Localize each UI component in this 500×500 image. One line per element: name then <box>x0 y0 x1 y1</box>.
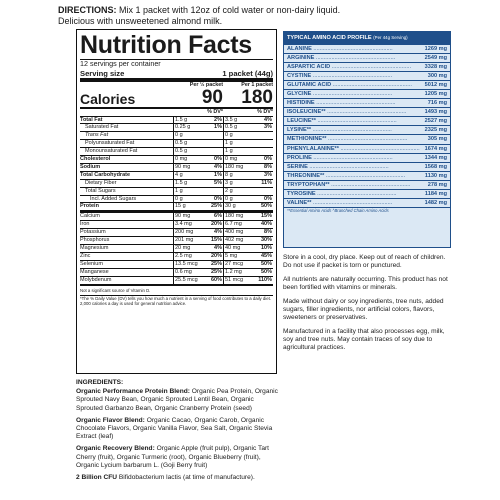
nutrient-label: Incl. Added Sugars <box>90 195 137 202</box>
nutrient-amount-half: 1 g <box>173 188 199 195</box>
nutrition-footnotes <box>80 288 273 307</box>
nutrient-amount-half: 90 mg <box>173 164 199 171</box>
nutrient-amount-half: 4 g <box>173 172 199 179</box>
amino-acid-label: LYSINE** ..... <box>287 126 392 134</box>
nutrient-dv-half: 60% <box>210 276 222 283</box>
blend-name: Organic Recovery Blend: <box>76 445 155 453</box>
amino-acid-row <box>284 144 450 153</box>
nutrient-row <box>80 268 273 276</box>
nutrient-label: Total Fat <box>80 116 103 123</box>
nutrient-label: Total Carbohydrate <box>80 171 131 178</box>
nutrient-dv-full: 50% <box>260 203 272 210</box>
calories-row <box>80 88 273 107</box>
nutrient-dv-half: 2% <box>214 116 222 123</box>
amino-acid-value: 305 mg <box>427 136 447 143</box>
nutrient-row <box>80 131 273 139</box>
blend-name: Organic Performance Protein Blend: <box>76 388 190 396</box>
nutrition-facts-title: Nutrition Facts <box>80 31 252 59</box>
nutrient-label: Selenium <box>80 260 103 267</box>
nutrient-row <box>80 147 273 155</box>
nutrient-label: Cholesterol <box>80 156 111 163</box>
amino-acid-row <box>284 198 450 207</box>
nutrient-label: Monounsaturated Fat <box>85 148 138 155</box>
amino-acid-value: 1674 mg <box>424 145 447 152</box>
ingredient-blend <box>76 445 281 470</box>
nutrient-amount-full: 180 mg <box>223 164 249 171</box>
nutrient-amount-half: 0.6 mg <box>173 269 199 276</box>
made-without-note: Made without dairy or soy ingredients, tree nuts, added sugars, filler ingredients, nor artificial colors, flavors, sweeteners or preservatives. <box>283 298 444 321</box>
nutrient-row <box>80 171 273 179</box>
nutrient-dv-full <box>249 132 273 139</box>
amino-acid-profile <box>283 31 451 248</box>
nutrient-dv-half: 0% <box>214 195 222 202</box>
nutrient-dv-half: 20% <box>210 252 222 259</box>
nutrient-amount-full: 5 mg <box>223 253 249 260</box>
amino-acid-row <box>284 89 450 98</box>
nutrient-row <box>80 155 273 163</box>
amino-acid-row <box>284 189 450 198</box>
nutrient-label: Trans Fat <box>85 132 109 139</box>
nutrient-amount-full: 1 g <box>223 148 249 155</box>
facility-note: Manufactured in a facility that also processes egg, milk, soy and tree nuts. May contain traces of soy due to agricultural practices. <box>283 328 445 351</box>
blend-text: Bifidobacterium lactis (at time of manufacture). <box>117 474 255 482</box>
nutrient-amount-half: 0.5 g <box>173 148 199 155</box>
nutrient-amount-half: 201 mg <box>173 237 199 244</box>
nutrient-amount-half: 0 mg <box>173 156 199 163</box>
amino-acid-label: METHIONINE** ..... <box>287 135 407 143</box>
nutrient-dv-half: 20% <box>210 221 222 228</box>
nutrient-amount-half: 15 g <box>173 203 199 210</box>
nutrient-amount-half: 0.5 g <box>173 140 199 147</box>
ingredients-section <box>76 379 281 486</box>
nutrient-dv-full: 110% <box>258 276 272 283</box>
amino-acid-label: PROLINE ..... <box>287 154 393 162</box>
blend-text: Organic Apple (fruit pulp), Organic Tart Cherry (fruit), Organic Turmeric (root), Organic Blueberry (fruit), Organic Lycium barbarum L. (Goji Berry fruit) <box>76 445 270 469</box>
nutrient-label: Total Sugars <box>85 187 116 194</box>
nutrient-label: Potassium <box>80 229 106 236</box>
amino-acid-label: HISTIDINE ..... <box>287 99 396 107</box>
nutrient-amount-half: 0.25 g <box>173 124 199 131</box>
nutrient-dv-full: 15% <box>260 213 272 220</box>
nutrient-row <box>80 260 273 268</box>
amino-acid-value: 300 mg <box>427 72 447 79</box>
nutrient-amount-full: 0.5 g <box>223 124 249 131</box>
ingredient-blend <box>76 388 281 413</box>
servings-per-container: 12 servings per container <box>80 59 161 68</box>
amino-acid-footnote: **Essential Amino Acids ^Branched Chain Amino Acids <box>284 207 450 214</box>
nutrient-dv-full: 10% <box>260 245 272 251</box>
nutrient-row <box>80 187 273 195</box>
nutrient-amount-full: 0 g <box>223 132 249 139</box>
nutrient-amount-full: 2 g <box>223 188 249 195</box>
nutrient-row <box>80 252 273 260</box>
amino-acid-row <box>284 98 450 107</box>
amino-acid-value: 5012 mg <box>424 81 447 88</box>
side-notes <box>283 254 451 358</box>
dv-head-half: % DV* <box>207 108 223 115</box>
nutrient-dv-half: 25% <box>210 203 222 210</box>
nutrient-amount-full: 3 g <box>223 180 249 187</box>
amino-acid-label: SERINE ..... <box>287 163 389 171</box>
amino-acid-row <box>284 171 450 180</box>
amino-acid-row <box>284 162 450 171</box>
nutrient-row <box>80 195 273 203</box>
nutrient-row <box>80 236 273 244</box>
nutrient-dv-full: 40% <box>260 221 272 228</box>
nutrient-label: Phosphorus <box>80 237 110 244</box>
nutrient-dv-half: 1% <box>214 124 222 131</box>
amino-acid-label: GLYCINE ..... <box>287 90 392 98</box>
nutrient-amount-half: 3.4 mg <box>173 221 199 228</box>
amino-acid-value: 716 mg <box>427 100 447 107</box>
nutrient-amount-full: 8 g <box>223 172 249 179</box>
serving-size-value: 1 packet (44g) <box>222 68 273 78</box>
amino-acid-row <box>284 107 450 116</box>
nutrient-row <box>80 220 273 228</box>
col-full-head: Per 1 packet <box>241 81 273 88</box>
nutrient-dv-half <box>199 140 223 147</box>
dv-heads <box>80 109 273 116</box>
amino-acid-value: 2527 mg <box>424 118 447 125</box>
nutrient-amount-full: 6.7 mg <box>223 221 249 228</box>
amino-acid-row <box>284 44 450 53</box>
amino-acid-row <box>284 53 450 62</box>
amino-acid-label: CYSTINE ..... <box>287 72 392 80</box>
dv-footnote: *The % Daily Value (DV) tells you how much a nutrient in a serving of food contributes to a daily diet. 2,000 calories a day is used for general nutrition advice. <box>80 295 271 307</box>
nutrition-facts-panel <box>76 29 277 374</box>
nutrient-amount-half: 0 g <box>173 196 199 203</box>
amino-acid-label: GLUTAMIC ACID ..... <box>287 81 412 89</box>
nutrient-row <box>80 116 273 124</box>
nutrient-row <box>80 210 273 220</box>
amino-acid-row <box>284 125 450 134</box>
nutrient-amount-full: 180 mg <box>223 213 249 220</box>
amino-acid-row <box>284 62 450 71</box>
nutrient-dv-half: 4% <box>214 229 222 236</box>
nutrient-label: Iron <box>80 221 90 228</box>
nutrient-dv-full: 0% <box>264 156 272 163</box>
nutrient-rows <box>80 116 273 284</box>
nutrient-amount-full: 51 mcg <box>223 277 249 284</box>
nutrient-dv-full <box>249 148 273 155</box>
nutrient-dv-half: 1% <box>214 171 222 178</box>
nutrient-amount-full: 1.2 mg <box>223 269 249 276</box>
amino-acid-value: 1568 mg <box>424 163 447 170</box>
nutrient-amount-half: 1.5 g <box>173 180 199 187</box>
amino-acid-label: TYROSINE ..... <box>287 190 396 198</box>
nutrient-amount-full: 400 mg <box>223 229 249 236</box>
amino-acid-label: ARGININE ..... <box>287 54 395 62</box>
amino-acid-label: VALINE** ..... <box>287 199 392 207</box>
nutrient-amount-full: 0 g <box>223 196 249 203</box>
nutrient-dv-full: 0% <box>264 195 272 202</box>
blend-text: Organic Cacao, Organic Carob, Organic Chocolate Flavors, Organic Vanilla Flavor, Sea Salt, Organic Stevia Extract (leaf) <box>76 416 273 441</box>
nutrient-amount-full: 27 mcg <box>223 261 249 268</box>
nutrient-amount-half: 25.5 mcg <box>175 276 198 283</box>
storage-note: Store in a cool, dry place. Keep out of reach of children. Do not use if packet is torn or punctured. <box>283 254 446 269</box>
amino-acid-label: TRYPTOPHAN** ..... <box>287 181 410 189</box>
nutrient-amount-full: 40 mg <box>223 245 249 252</box>
nutrient-amount-full: 1 g <box>223 140 249 147</box>
amino-acid-row <box>284 71 450 80</box>
not-significant-note: Not a significant source of Vitamin D. <box>80 287 151 293</box>
nutrient-row <box>80 139 273 147</box>
amino-acid-value: 3328 mg <box>424 63 447 70</box>
nutrient-row <box>80 202 273 210</box>
nutrient-dv-half: 6% <box>214 213 222 220</box>
amino-acid-label: ISOLEUCINE** ..... <box>287 108 406 116</box>
nutrient-label: Molybdenum <box>80 276 112 283</box>
amino-acid-label: ASPARTIC ACID ..... <box>287 63 411 71</box>
blend-name: 2 Billion CFU <box>76 474 118 482</box>
amino-acid-subtitle: (Per 44g Serving) <box>373 34 408 40</box>
nutrient-dv-full: 50% <box>260 260 272 267</box>
nutrient-dv-half: 0% <box>214 156 222 163</box>
nutrient-label: Manganese <box>80 268 109 275</box>
nutrient-amount-full: 0 mg <box>223 156 249 163</box>
nutrient-dv-full: 8% <box>264 229 272 236</box>
amino-acid-row <box>284 116 450 125</box>
amino-acid-value: 1205 mg <box>424 90 447 97</box>
directions-line2: Delicious with unsweetened almond milk. <box>58 16 223 26</box>
nutrient-dv-full <box>249 140 273 147</box>
amino-acid-label: ALANINE ..... <box>287 45 393 53</box>
amino-acid-value: 2325 mg <box>424 127 447 134</box>
directions-label: DIRECTIONS: <box>58 5 117 15</box>
nutrient-dv-full: 11% <box>261 179 272 186</box>
nutrient-row <box>80 276 273 284</box>
amino-acid-value: 2549 mg <box>424 54 447 61</box>
nutrient-dv-full: 4% <box>264 116 272 123</box>
nutrient-label: Protein <box>80 203 99 210</box>
nutrient-amount-half: 0 g <box>173 132 199 139</box>
nutrient-label: Zinc <box>80 252 91 259</box>
blend-text: Organic Pea Protein, Organic Sprouted Navy Bean, Organic Sprouted Lentil Bean, Organic Sprouted Garbanzo Bean, Organic Cranberry Protein (seed) <box>76 388 278 412</box>
nutrient-amount-full: 30 g <box>223 203 249 210</box>
nutrient-label: Polyunsaturated Fat <box>85 140 135 147</box>
nutrient-amount-half: 1.5 g <box>173 117 199 124</box>
nutrient-row <box>80 179 273 187</box>
nutrient-dv-half <box>199 132 223 139</box>
nutrient-label: Saturated Fat <box>85 124 119 131</box>
nutrient-dv-half <box>199 188 223 195</box>
nutrient-row <box>80 228 273 236</box>
nutrient-amount-half: 200 mg <box>173 229 199 236</box>
directions-text: Mix 1 packet with 12oz of cold water or non-dairy liquid. <box>116 5 341 15</box>
nutrient-amount-half: 2.5 mg <box>173 253 199 260</box>
amino-acid-row <box>284 153 450 162</box>
amino-acid-row <box>284 134 450 143</box>
calories-label: Calories <box>80 90 136 107</box>
nutrient-amount-half: 13.5 mcg <box>175 260 198 267</box>
nutrient-dv-half <box>199 148 223 155</box>
amino-acid-label: LEUCINE** ..... <box>287 117 397 125</box>
ingredients-title: INGREDIENTS: <box>76 379 124 386</box>
nutrient-label: Dietary Fiber <box>85 179 117 186</box>
calories-full: 180 <box>241 86 273 108</box>
nutrient-dv-full: 8% <box>264 163 272 170</box>
nutrient-amount-full: 3.5 g <box>223 117 249 124</box>
amino-acid-rows <box>284 44 450 208</box>
nutrient-label: Sodium <box>80 163 101 170</box>
amino-acid-row <box>284 80 450 89</box>
amino-acid-value: 1493 mg <box>424 109 447 116</box>
ingredient-blend <box>76 474 281 482</box>
nutrient-row <box>80 163 273 171</box>
nutrient-label: Magnesium <box>80 245 109 251</box>
nutrient-dv-half: 5% <box>214 179 222 186</box>
nutrient-dv-full: 50% <box>260 268 272 275</box>
nutrient-dv-half: 25% <box>210 268 222 275</box>
amino-acid-value: 1344 mg <box>424 154 447 161</box>
amino-acid-title: TYPICAL AMINO ACID PROFILE <box>287 34 372 41</box>
directions <box>58 5 478 27</box>
ingredient-blend <box>76 417 281 442</box>
amino-acid-label: THREONINE** ..... <box>287 172 405 180</box>
nutrient-dv-half: 4% <box>214 163 222 170</box>
nutrient-amount-half: 20 mg <box>173 245 199 252</box>
amino-acid-header <box>284 32 450 44</box>
amino-acid-row <box>284 180 450 189</box>
natural-note: All nutrients are naturally occurring. This product has not been fortified with vitamins or minerals. <box>283 276 448 291</box>
nutrient-amount-half: 90 mg <box>173 213 199 220</box>
nutrient-row <box>80 123 273 131</box>
calories-half: 90 <box>201 86 223 108</box>
nutrient-dv-full: 3% <box>264 171 272 178</box>
nutrient-dv-half: 25% <box>210 260 222 267</box>
nutrient-dv-half: 4% <box>214 245 222 251</box>
amino-acid-value: 1482 mg <box>424 200 447 207</box>
nutrient-row <box>80 244 273 252</box>
serving-size <box>80 69 273 78</box>
nutrient-dv-full <box>249 188 273 195</box>
nutrient-dv-full: 30% <box>260 237 272 244</box>
amino-acid-value: 1269 mg <box>424 45 447 52</box>
amino-acid-label: PHENYLALANINE** ..... <box>287 145 420 153</box>
amino-acid-value: 278 mg <box>427 181 447 188</box>
nutrient-dv-full: 3% <box>264 124 272 131</box>
nutrient-label: Calcium <box>80 213 100 220</box>
dv-head-full: % DV* <box>257 108 273 115</box>
blend-name: Organic Flavor Blend: <box>76 416 145 424</box>
amino-acid-value: 1130 mg <box>424 172 447 179</box>
col-half-head: Per ½ packet <box>189 81 223 88</box>
serving-size-label: Serving size <box>80 68 125 78</box>
ingredient-blends <box>76 388 281 482</box>
nutrient-dv-half: 15% <box>210 237 222 244</box>
nutrient-amount-full: 402 mg <box>223 237 249 244</box>
nutrient-dv-full: 45% <box>260 252 272 259</box>
amino-acid-value: 1184 mg <box>424 191 447 197</box>
